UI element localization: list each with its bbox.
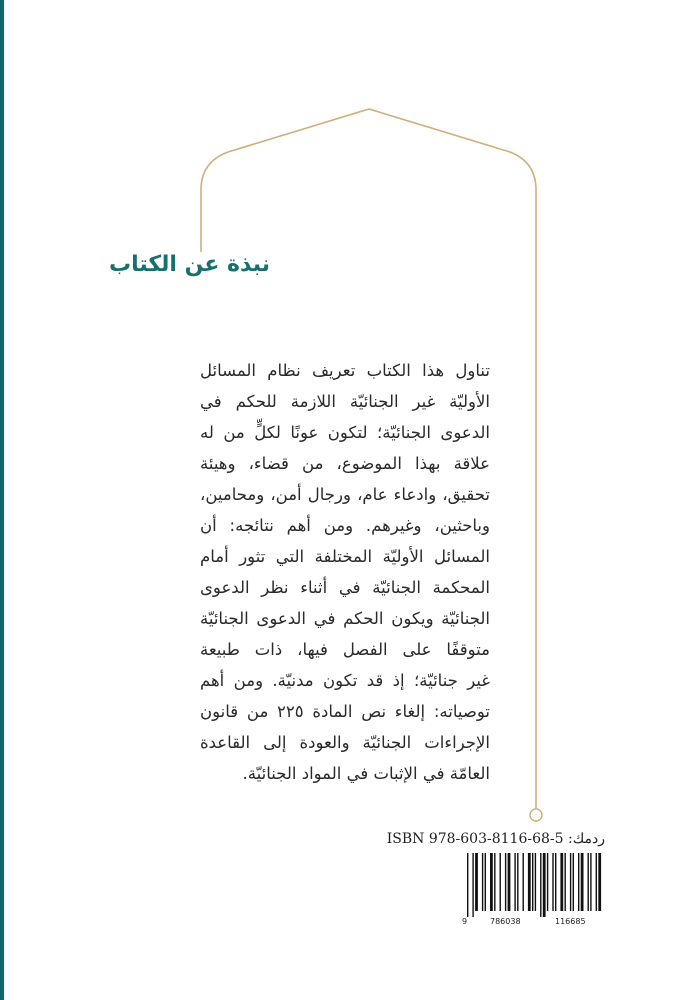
barcode-digits-mid: 786038 (490, 917, 521, 926)
description-line: المسائل الأوليّة المختلفة التي تثور أمام (200, 547, 490, 566)
description-line: العامّة في الإثبات في المواد الجنائيّة. (242, 764, 490, 783)
barcode-bar (485, 853, 486, 911)
barcode-bar (547, 853, 548, 911)
barcode-bar (467, 853, 468, 917)
barcode-bar (505, 853, 506, 911)
barcode-bar (532, 853, 533, 911)
barcode-bar (508, 853, 511, 911)
barcode-bar (528, 853, 531, 911)
frame-end-circle (530, 809, 542, 821)
description-line: متوقفًا على الفصل فيها، ذات طبيعة (200, 640, 490, 659)
description-line: الإجراءات الجنائيّة والعودة إلى القاعدة (200, 733, 490, 752)
section-title: نبذة عن الكتاب (108, 252, 270, 277)
barcode-bar (552, 853, 553, 911)
description-line: تناول هذا الكتاب تعريف نظام المسائل (200, 361, 490, 380)
barcode-bar (573, 853, 574, 911)
description-line: الدعوى الجنائيّة؛ لتكون عونًا لكلٍّ من له (200, 423, 490, 442)
barcode-bar (565, 853, 566, 911)
barcode-bar (598, 853, 601, 911)
description-line: الأوليّة غير الجنائيّة اللازمة للحكم في (200, 392, 490, 411)
barcode-bar (514, 853, 515, 911)
barcode-bar (588, 853, 589, 911)
barcode-bar (560, 853, 563, 911)
description-line: توصياته: إلغاء نص المادة ٢٢٥ من قانون (200, 702, 490, 721)
barcode-digits-right: 116685 (555, 917, 586, 926)
barcode-bar (581, 853, 584, 911)
barcode-bar (490, 853, 493, 911)
barcode-bar (590, 853, 591, 911)
barcode-bar (570, 853, 571, 911)
barcode-bar (596, 853, 597, 911)
barcode-bar (543, 853, 546, 917)
barcode-bar (517, 853, 518, 911)
barcode-bar (500, 853, 501, 911)
description-line: الجنائيّة ويكون الحكم في الدعوى الجنائيّة (200, 609, 490, 628)
barcode-bar (494, 853, 495, 911)
barcode-bar (472, 853, 473, 917)
barcode-bar (540, 853, 541, 917)
description-line: علاقة بهذا الموضوع، من قضاء، وهيئة (200, 454, 490, 473)
description-line: وباحثين، وغيرهم. ومن أهم نتائجه: أن (200, 516, 490, 535)
barcode-bar (523, 853, 524, 911)
book-description (200, 355, 490, 789)
barcode-bar (482, 853, 483, 911)
barcode-bar (578, 853, 579, 911)
barcode-bar (555, 853, 556, 911)
description-line: تحقيق، وادعاء عام، ورجال أمن، ومحامين، (200, 485, 490, 504)
barcode-digit-left: 9 (462, 917, 468, 926)
description-line: غير جنائيّة؛ إذ قد تكون مدنيّة. ومن أهم (200, 671, 490, 690)
description-line: المحكمة الجنائيّة في أثناء نظر الدعوى (200, 578, 490, 597)
barcode-bar (535, 853, 536, 911)
barcode (465, 853, 605, 918)
isbn-label: ISBN 978-603-8116-68-5 :ردمك (386, 831, 605, 847)
barcode-bar (475, 853, 478, 911)
